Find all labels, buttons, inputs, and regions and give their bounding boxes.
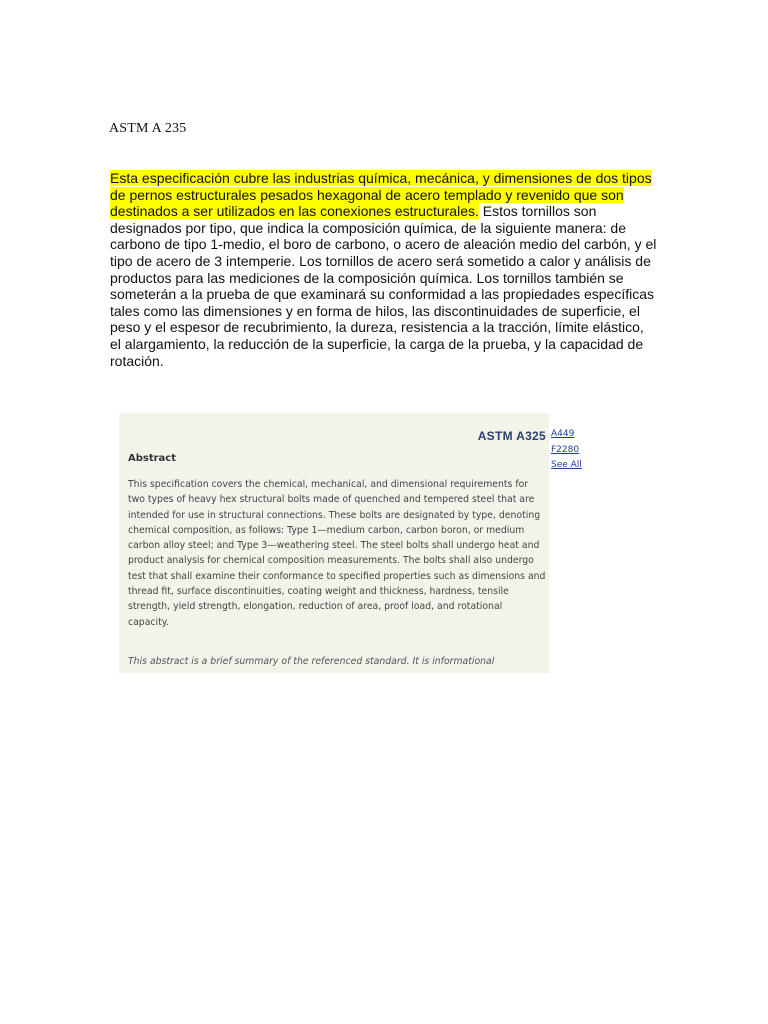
related-standards-links (551, 414, 591, 474)
link-f2280[interactable]: F2280 (551, 445, 580, 455)
link-see-all[interactable]: See All (551, 460, 582, 470)
standard-code: ASTM A325 (477, 429, 546, 443)
abstract-text: This specification covers the chemical, mechanical, and dimensional requirements for two types of heavy hex structural bolts made of quenched and tempered steel that are intended for use in structural connections. These bolts are designated by type, denoting chemical composition, as follows: Type 1—medium carbon, carbon boron, or medium carbon alloy steel; and Type 3—weathering steel. The steel bolts shall undergo heat and product analysis for chemical composition measurements. The bolts shall also undergo test that shall examine their conformance to specified properties such as dimensions and thread fit, surface discontinuities, coating weight and thickness, hardness, tensile strength, yield strength, elongation, reduction of area, proof load, and rotational capacity. (128, 479, 546, 628)
abstract-screenshot (119, 413, 549, 673)
abstract-note: This abstract is a brief summary of the referenced standard. It is informational (128, 656, 495, 667)
highlighted-text: Esta especificación cubre las industrias química, mecánica, y dimensiones de dos tipos de pernos estructurales pesados hexagonal de acero templado y revenido que son destinados a ser utilizados en las conexiones estructurales. (110, 170, 652, 220)
abstract-heading: Abstract (128, 453, 177, 464)
paragraph-text: Estos tornillos son designados por tipo, que indica la composición química, de la siguiente manera: de carbono de tipo 1-medio, el boro de carbono, o acero de aleación medio del carbón, y el tipo de acero de 3 intemperie. Los tornillos de acero será sometido a calor y análisis de productos para las mediciones de la composición química. Los tornillos también se someterán a la prueba de que examinará su conformidad a las propiedades específicas tales como las dimensiones y en forma de hilos, las discontinuidades de superficie, el peso y el espesor de recubrimiento, la dureza, resistencia a la tracción, límite elástico, el alargamiento, la reducción de la superficie, la carga de la prueba, y la capacidad de rotación. (110, 203, 657, 369)
link-a449[interactable]: A449 (551, 429, 575, 439)
document-paragraph (110, 170, 658, 369)
document-title: ASTM A 235 (109, 121, 187, 136)
